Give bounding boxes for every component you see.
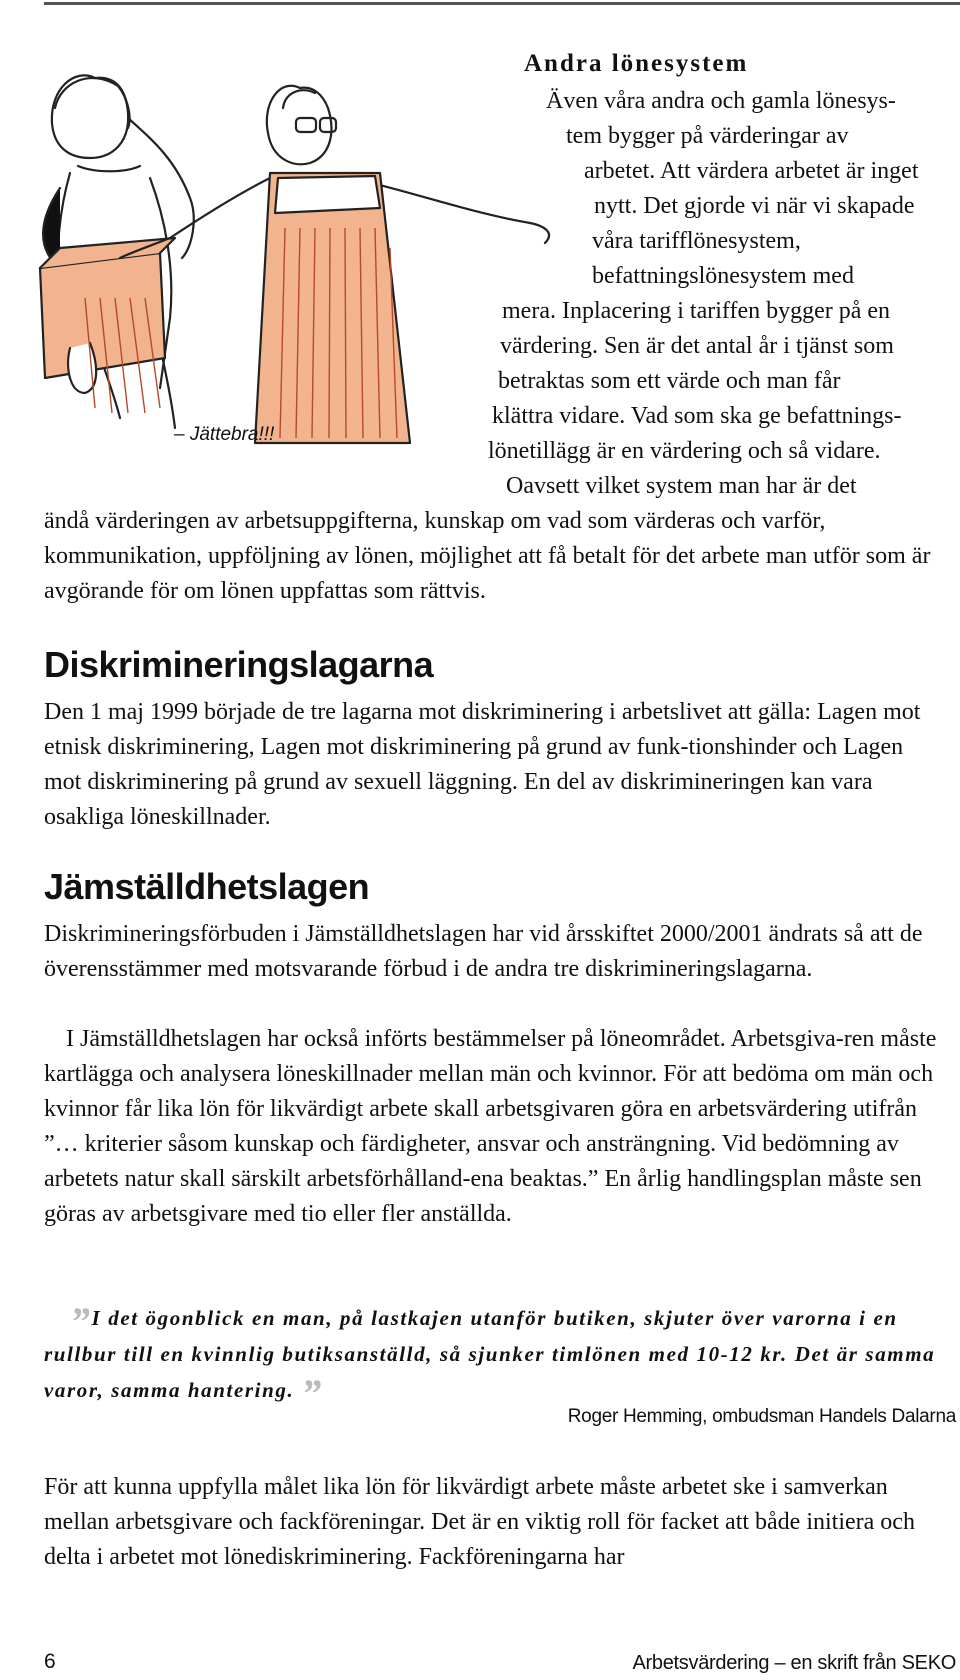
jamstalldhet-paragraph-2: I Jämställdhetslagen har också införts bestämmelser på löneområdet. Arbetsgiva-ren måste kartlägga och analysera löneskillnader mellan män och kvinnor. För att bedöma om män och kvinnor får lika lön för likvärdigt arbete skall arbetsgivaren göra en arbetsvärdering utifrån ”… kriterier såsom kunskap och färdigheter, ansvar och ansträngning. Vid bedömning av arbetets natur skall särskilt arbetsförhålland-ena beaktas.” En årlig handlingsplan måste sen göras av arbetsgivare med tio eller fler anställda.	[44, 1026, 937, 1227]
top-rule	[44, 2, 960, 5]
section-title-andra-lonesystem: Andra lönesystem	[524, 50, 749, 77]
text-line: värdering. Sen är det antal år i tjänst som	[500, 333, 894, 359]
text-line: Oavsett vilket system man har är det	[506, 473, 857, 499]
diskriminering-paragraph: Den 1 maj 1999 började de tre lagarna mot diskriminering i arbetslivet att gälla: Lagen mot etnisk diskriminering, Lagen mot diskriminering på grund av funk-tionshinder och Lagen mot diskriminering på grund av sexuell läggning. En del av diskrimineringen kan vara osakliga löneskillnader.	[44, 699, 921, 830]
text-line: nytt. Det gjorde vi när vi skapade	[594, 193, 915, 219]
text-line: klättra vidare. Vad som ska ge befattnings-	[492, 403, 902, 429]
quote-attribution: Roger Hemming, ombudsman Handels Dalarna	[567, 1406, 956, 1427]
footer-text: Arbetsvärdering – en skrift från SEKO	[632, 1652, 956, 1674]
text-line: befattningslönesystem med	[592, 263, 854, 289]
text-line: betraktas som ett värde och man får	[498, 368, 841, 394]
text-line: tem bygger på värderingar av	[566, 123, 849, 149]
text-line: våra tarifflönesystem,	[592, 228, 801, 254]
closing-paragraph: För att kunna uppfylla målet lika lön för likvärdigt arbete måste arbetet ske i samverkan mellan arbetsgivare och fackföreningar. Det är en viktig roll för facket att både initiera och delta i arbetet mot lönediskriminering. Fackföreningarna har	[44, 1474, 915, 1570]
heading-jamstalldhetslagen: Jämställdhetslagen	[44, 866, 370, 907]
quote-text: I det ögonblick en man, på lastkajen utanför butiken, skjuter över varorna i en rullbur till en kvinnlig butiksanställd, så sjunker timlönen med 10-12 kr. Det är samma varor, samma hantering.	[44, 1306, 936, 1402]
pull-quote	[44, 1299, 960, 1416]
heading-diskrimineringslagarna: Diskrimineringslagarna	[44, 644, 434, 685]
workers-illustration	[0, 48, 580, 448]
close-quote-mark: ”	[301, 1371, 323, 1416]
jamstalldhet-paragraph-1: Diskrimineringsförbuden i Jämställdhetslagen har vid årsskiftet 2000/2001 ändrats så att de överensstämmer med motsvarande förbud i de andra tre diskrimineringslagarna.	[44, 921, 923, 982]
text-line: lönetillägg är en värdering och så vidare.	[488, 438, 881, 464]
illustration-caption: – Jättebra!!!	[174, 424, 275, 445]
text-line: Även våra andra och gamla lönesys-	[546, 88, 896, 114]
text-line: mera. Inplacering i tariffen bygger på en	[502, 298, 891, 324]
andra-continuation: ändå värderingen av arbetsuppgifterna, kunskap om vad som värderas och varför, kommunikation, uppföljning av lönen, möjlighet att få betalt för det arbete man utför som är avgörande för om lönen uppfattas som rättvis.	[44, 508, 931, 604]
open-quote-mark: ”	[70, 1299, 92, 1344]
text-line: arbetet. Att värdera arbetet är inget	[584, 158, 919, 184]
page-number: 6	[44, 1650, 56, 1673]
